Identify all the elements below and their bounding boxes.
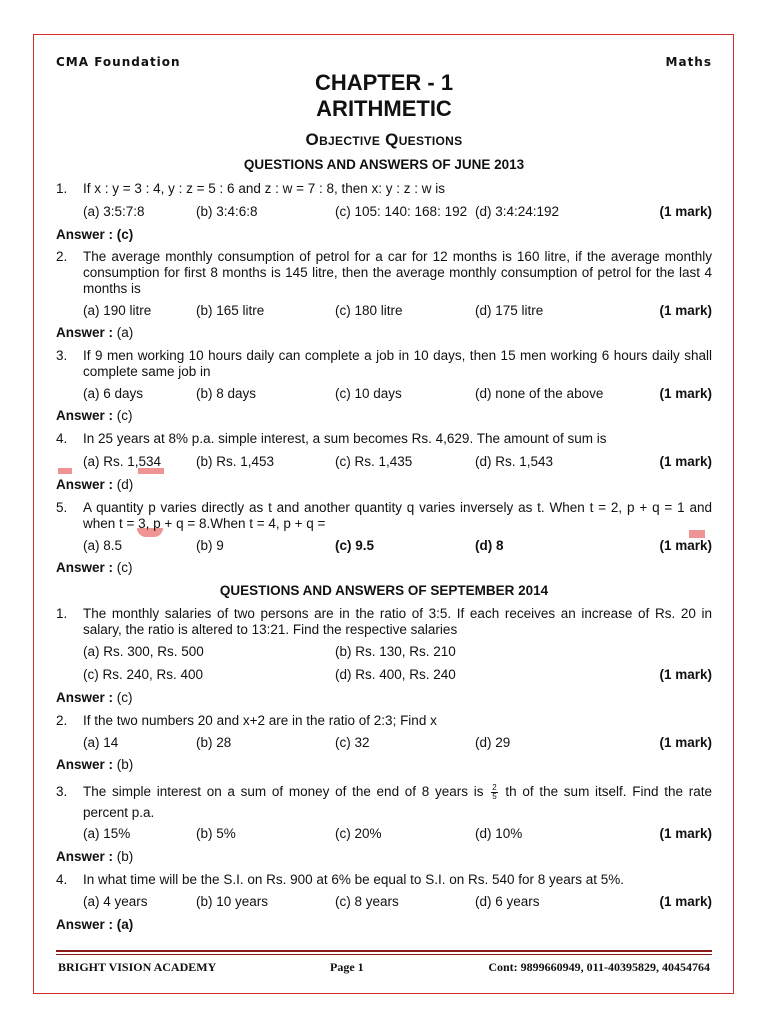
option-d: (d) 29 (475, 735, 511, 750)
question-number: 4. (56, 431, 68, 446)
question-3 (56, 781, 712, 823)
option-c: (c) 20% (335, 826, 382, 841)
question-4 (56, 431, 712, 447)
option-d: (d) none of the above (475, 386, 604, 401)
mark-label: (1 mark) (659, 735, 712, 750)
option-b: (b) Rs. 1,453 (196, 454, 275, 469)
question-2 (56, 249, 712, 297)
question-text (83, 781, 712, 823)
option-c: (c) 105: 140: 168: 192 (335, 204, 468, 219)
footer-rule (56, 954, 712, 955)
answer-value: (a) (116, 325, 134, 340)
answer-line (56, 408, 133, 423)
question-number: 2. (56, 713, 68, 728)
question-number: 1. (56, 181, 68, 196)
options-row (83, 644, 712, 662)
options-row (83, 538, 712, 556)
question-5 (56, 500, 712, 532)
answer-label: Answer : (56, 690, 114, 705)
option-d: (d) 175 litre (475, 303, 544, 318)
answer-label: Answer : (56, 849, 114, 864)
option-a: (a) 14 (83, 735, 119, 750)
options-row (83, 303, 712, 321)
footer-rule (56, 950, 712, 952)
option-b: (b) 3:4:6:8 (196, 204, 258, 219)
option-d: (d) 8 (475, 538, 504, 553)
watermark-fragment (58, 468, 72, 474)
question-1 (56, 606, 712, 638)
option-c: (c) Rs. 1,435 (335, 454, 413, 469)
answer-value: (c) (116, 690, 133, 705)
option-a: (a) Rs. 1,534 (83, 454, 162, 469)
question-number: 3. (56, 348, 68, 363)
option-a: (a) 4 years (83, 894, 148, 909)
answer-line (56, 477, 133, 492)
options-row (83, 826, 712, 844)
question-number: 1. (56, 606, 68, 621)
answer-line (56, 690, 133, 705)
option-b: (b) 9 (196, 538, 224, 553)
fraction-numerator: 2 (492, 782, 497, 792)
mark-label: (1 mark) (659, 204, 712, 219)
options-row (83, 204, 712, 222)
option-a: (a) 3:5:7:8 (83, 204, 145, 219)
option-d: (d) Rs. 400, Rs. 240 (335, 667, 456, 682)
answer-label: Answer : (56, 408, 114, 423)
question-text: In what time will be the S.I. on Rs. 900 at 6% be equal to S.I. on Rs. 540 for 8 years at 5%. (83, 872, 625, 887)
answer-line (56, 560, 133, 575)
options-row (83, 386, 712, 404)
section-title-september-2014: QUESTIONS AND ANSWERS OF SEPTEMBER 2014 (219, 583, 549, 598)
page-number: Page 1 (330, 960, 364, 974)
option-b: (b) 28 (196, 735, 232, 750)
question-text-part: The simple interest on a sum of money of the end of 8 years is (83, 784, 484, 799)
option-d: (d) Rs. 1,543 (475, 454, 554, 469)
answer-label: Answer : (56, 227, 114, 242)
option-c: (c) 180 litre (335, 303, 403, 318)
section-subtitle: Objective Questions (305, 130, 463, 149)
option-b: (b) 165 litre (196, 303, 265, 318)
option-c: (c) 32 (335, 735, 370, 750)
option-b: (b) 10 years (196, 894, 269, 909)
question-1 (56, 181, 712, 197)
answer-label: Answer : (56, 560, 114, 575)
mark-label: (1 mark) (659, 454, 712, 469)
answer-line (56, 325, 133, 340)
mark-label: (1 mark) (659, 386, 712, 401)
question-4 (56, 872, 712, 888)
footer-academy: BRIGHT VISION ACADEMY (58, 960, 217, 974)
question-number: 5. (56, 500, 68, 515)
options-row (83, 735, 712, 753)
chapter-title: ARITHMETIC (316, 96, 452, 121)
chapter-number: CHAPTER - 1 (314, 70, 454, 95)
answer-value: (c) (116, 408, 133, 423)
answer-label: Answer : (56, 325, 114, 340)
question-number: 2. (56, 249, 68, 264)
answer-value: (b) (116, 757, 134, 772)
section-title-june-2013: QUESTIONS AND ANSWERS OF JUNE 2013 (243, 157, 525, 172)
option-c: (c) 8 years (335, 894, 399, 909)
option-a: (a) 8.5 (83, 538, 123, 553)
options-row (83, 667, 712, 685)
question-text: The monthly salaries of two persons are in the ratio of 3:5. If each receives an increase of Rs. 20 in salary, the ratio is altered to 13:21. Find the respective salaries (83, 606, 712, 637)
option-a: (a) 190 litre (83, 303, 152, 318)
answer-line (56, 849, 133, 864)
option-c: (c) Rs. 240, Rs. 400 (83, 667, 204, 682)
option-b: (b) 8 days (196, 386, 257, 401)
option-d: (d) 3:4:24:192 (475, 204, 560, 219)
fraction-denominator: 5 (492, 791, 497, 801)
option-c: (c) 10 days (335, 386, 402, 401)
question-text-part: th of the sum itself. Find the rate percent p.a. (83, 784, 712, 820)
question-text: The average monthly consumption of petrol for a car for 12 months is 160 litre, if the average monthly consumption for first 8 months is 145 litre, then the average monthly consumption of petrol for the last 4 months is (83, 249, 712, 296)
option-b: (b) Rs. 130, Rs. 210 (335, 644, 456, 659)
answer-value: (c) (116, 227, 134, 242)
question-text: If 9 men working 10 hours daily can complete a job in 10 days, then 15 men working 6 hours daily shall complete same job in (83, 348, 712, 379)
options-row (83, 894, 712, 912)
question-number: 3. (56, 784, 68, 799)
question-text: In 25 years at 8% p.a. simple interest, a sum becomes Rs. 4,629. The amount of sum is (83, 431, 607, 446)
option-a: (a) 15% (83, 826, 131, 841)
question-2 (56, 713, 712, 729)
answer-value: (a) (116, 917, 134, 932)
footer-contact: Cont: 9899660949, 011-40395829, 40454764 (488, 960, 710, 974)
question-number: 4. (56, 872, 68, 887)
answer-label: Answer : (56, 757, 114, 772)
answer-value: (b) (116, 849, 134, 864)
question-text: A quantity p varies directly as t and another quantity q varies inversely as t. When t = 2, p + q = 1 and when t = 3, p + q = 8.When t = 4, p + q = (83, 500, 712, 531)
option-d: (d) 10% (475, 826, 523, 841)
option-a: (a) Rs. 300, Rs. 500 (83, 644, 204, 659)
mark-label: (1 mark) (659, 303, 712, 318)
option-a: (a) 6 days (83, 386, 144, 401)
mark-label: (1 mark) (659, 894, 712, 909)
answer-label: Answer : (56, 477, 114, 492)
question-text: If the two numbers 20 and x+2 are in the ratio of 2:3; Find x (83, 713, 437, 728)
question-3 (56, 348, 712, 380)
answer-value: (c) (116, 560, 133, 575)
fraction (491, 784, 497, 801)
answer-value: (d) (116, 477, 134, 492)
question-text: If x : y = 3 : 4, y : z = 5 : 6 and z : w = 7 : 8, then x: y : z : w is (83, 181, 446, 196)
mark-label: (1 mark) (659, 667, 712, 682)
answer-line (56, 917, 133, 932)
option-d: (d) 6 years (475, 894, 540, 909)
answer-line (56, 227, 133, 242)
mark-label: (1 mark) (659, 826, 712, 841)
option-b: (b) 5% (196, 826, 236, 841)
answer-label: Answer : (56, 917, 114, 932)
options-row (83, 454, 712, 472)
option-c: (c) 9.5 (335, 538, 375, 553)
course-title: CMA Foundation (56, 55, 181, 69)
answer-line (56, 757, 133, 772)
subject-title: Maths (665, 55, 712, 69)
mark-label: (1 mark) (659, 538, 712, 553)
